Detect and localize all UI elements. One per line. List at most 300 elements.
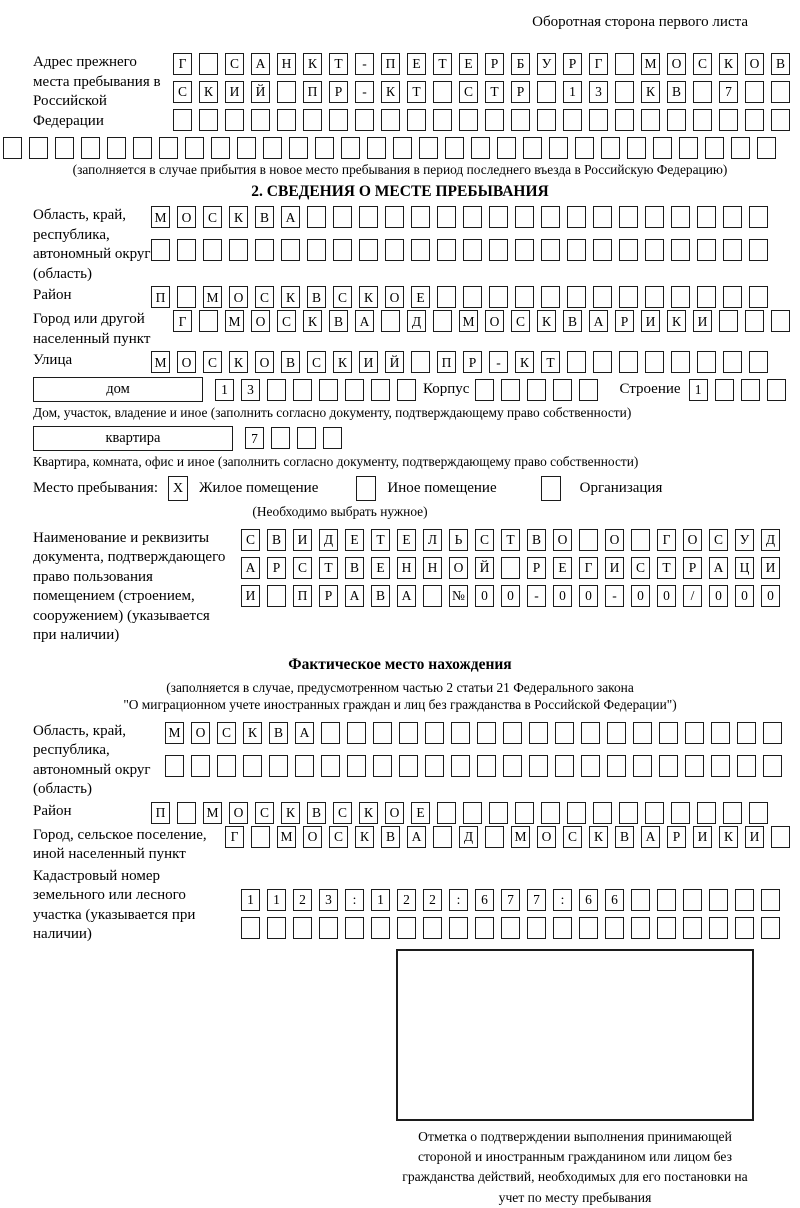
form-cell[interactable]: Р <box>563 53 582 75</box>
form-cell[interactable]: 2 <box>293 889 312 911</box>
form-cell[interactable]: К <box>229 206 248 228</box>
form-cell[interactable] <box>683 889 702 911</box>
form-cell[interactable]: С <box>241 529 260 551</box>
form-cell[interactable]: Т <box>485 81 504 103</box>
form-cell[interactable] <box>541 239 560 261</box>
form-cell[interactable]: К <box>515 351 534 373</box>
form-cell[interactable]: Г <box>173 310 192 332</box>
form-cell[interactable] <box>423 585 442 607</box>
form-cell[interactable]: С <box>173 81 192 103</box>
form-cell[interactable] <box>541 206 560 228</box>
form-cell[interactable]: И <box>241 585 260 607</box>
form-cell[interactable] <box>319 917 338 939</box>
form-cell[interactable]: 1 <box>563 81 582 103</box>
form-cell[interactable]: О <box>177 206 196 228</box>
form-cell[interactable] <box>411 239 430 261</box>
form-cell[interactable]: М <box>203 286 222 308</box>
form-cell[interactable] <box>159 137 178 159</box>
form-cell[interactable] <box>425 755 444 777</box>
form-cell[interactable]: А <box>281 206 300 228</box>
form-cell[interactable] <box>567 206 586 228</box>
form-cell[interactable]: А <box>589 310 608 332</box>
form-cell[interactable]: А <box>641 826 660 848</box>
form-cell[interactable]: Р <box>463 351 482 373</box>
form-cell[interactable]: 1 <box>689 379 708 401</box>
form-cell[interactable]: К <box>281 802 300 824</box>
form-cell[interactable]: 0 <box>631 585 650 607</box>
form-cell[interactable] <box>263 137 282 159</box>
form-cell[interactable] <box>489 206 508 228</box>
form-cell[interactable] <box>657 889 676 911</box>
form-cell[interactable] <box>771 81 790 103</box>
form-cell[interactable] <box>475 379 494 401</box>
form-cell[interactable] <box>107 137 126 159</box>
form-cell[interactable]: В <box>381 826 400 848</box>
form-cell[interactable] <box>341 137 360 159</box>
form-cell[interactable] <box>459 109 478 131</box>
form-cell[interactable] <box>177 802 196 824</box>
form-cell[interactable] <box>211 137 230 159</box>
form-cell[interactable]: П <box>303 81 322 103</box>
form-cell[interactable]: К <box>589 826 608 848</box>
form-cell[interactable] <box>347 755 366 777</box>
form-cell[interactable] <box>763 722 782 744</box>
form-cell[interactable] <box>685 755 704 777</box>
form-cell[interactable]: № <box>449 585 468 607</box>
form-cell[interactable]: Г <box>579 557 598 579</box>
form-cell[interactable]: В <box>281 351 300 373</box>
form-cell[interactable]: О <box>745 53 764 75</box>
form-cell[interactable]: 0 <box>501 585 520 607</box>
form-cell[interactable]: К <box>333 351 352 373</box>
form-cell[interactable] <box>723 286 742 308</box>
form-cell[interactable] <box>199 310 218 332</box>
form-cell[interactable] <box>541 802 560 824</box>
form-cell[interactable] <box>475 917 494 939</box>
form-cell[interactable] <box>371 379 390 401</box>
form-cell[interactable] <box>437 802 456 824</box>
form-cell[interactable] <box>671 802 690 824</box>
form-cell[interactable] <box>579 917 598 939</box>
form-cell[interactable] <box>749 351 768 373</box>
form-cell[interactable]: Й <box>251 81 270 103</box>
form-cell[interactable] <box>723 802 742 824</box>
form-cell[interactable]: Р <box>319 585 338 607</box>
form-cell[interactable] <box>737 722 756 744</box>
form-cell[interactable] <box>549 137 568 159</box>
form-cell[interactable]: - <box>355 81 374 103</box>
form-cell[interactable] <box>433 81 452 103</box>
form-cell[interactable]: Н <box>423 557 442 579</box>
form-cell[interactable]: И <box>745 826 764 848</box>
form-cell[interactable]: М <box>459 310 478 332</box>
form-cell[interactable]: 3 <box>241 379 260 401</box>
form-cell[interactable] <box>203 239 222 261</box>
form-cell[interactable] <box>347 722 366 744</box>
form-cell[interactable]: К <box>229 351 248 373</box>
form-cell[interactable] <box>267 379 286 401</box>
form-cell[interactable]: Е <box>411 286 430 308</box>
form-cell[interactable] <box>356 476 376 501</box>
form-cell[interactable]: К <box>719 826 738 848</box>
form-cell[interactable]: Р <box>511 81 530 103</box>
form-cell[interactable]: 1 <box>215 379 234 401</box>
form-cell[interactable]: Н <box>397 557 416 579</box>
form-cell[interactable] <box>437 286 456 308</box>
form-cell[interactable] <box>527 379 546 401</box>
form-cell[interactable]: Р <box>267 557 286 579</box>
form-cell[interactable] <box>601 137 620 159</box>
form-cell[interactable] <box>367 137 386 159</box>
form-cell[interactable]: О <box>385 802 404 824</box>
form-cell[interactable] <box>345 917 364 939</box>
form-cell[interactable]: С <box>277 310 296 332</box>
form-cell[interactable]: 3 <box>319 889 338 911</box>
form-cell[interactable]: 2 <box>397 889 416 911</box>
form-cell[interactable]: С <box>255 286 274 308</box>
form-cell[interactable] <box>631 889 650 911</box>
form-cell[interactable] <box>333 206 352 228</box>
form-cell[interactable] <box>411 206 430 228</box>
form-cell[interactable] <box>667 109 686 131</box>
form-cell[interactable] <box>251 826 270 848</box>
form-cell[interactable] <box>225 109 244 131</box>
form-cell[interactable]: С <box>459 81 478 103</box>
form-cell[interactable]: А <box>295 722 314 744</box>
form-cell[interactable] <box>671 206 690 228</box>
form-cell[interactable] <box>605 917 624 939</box>
form-cell[interactable] <box>515 239 534 261</box>
form-cell[interactable] <box>579 529 598 551</box>
form-cell[interactable] <box>397 379 416 401</box>
form-cell[interactable] <box>619 206 638 228</box>
form-cell[interactable]: - <box>605 585 624 607</box>
form-cell[interactable]: 6 <box>475 889 494 911</box>
form-cell[interactable] <box>425 722 444 744</box>
form-cell[interactable]: : <box>345 889 364 911</box>
form-cell[interactable] <box>633 755 652 777</box>
form-cell[interactable] <box>761 917 780 939</box>
form-cell[interactable]: К <box>281 286 300 308</box>
form-cell[interactable]: У <box>537 53 556 75</box>
form-cell[interactable] <box>359 206 378 228</box>
form-cell[interactable] <box>697 286 716 308</box>
form-cell[interactable] <box>537 109 556 131</box>
form-cell[interactable] <box>749 206 768 228</box>
form-cell[interactable] <box>555 722 574 744</box>
form-cell[interactable]: К <box>199 81 218 103</box>
form-cell[interactable]: А <box>709 557 728 579</box>
form-cell[interactable] <box>433 310 452 332</box>
form-cell[interactable] <box>281 239 300 261</box>
form-cell[interactable] <box>515 286 534 308</box>
form-cell[interactable] <box>237 137 256 159</box>
form-cell[interactable] <box>615 53 634 75</box>
form-cell[interactable] <box>735 917 754 939</box>
form-cell[interactable] <box>653 137 672 159</box>
form-cell[interactable] <box>463 239 482 261</box>
form-cell[interactable]: С <box>217 722 236 744</box>
form-cell[interactable] <box>749 239 768 261</box>
form-cell[interactable] <box>555 755 574 777</box>
form-cell[interactable] <box>745 310 764 332</box>
form-cell[interactable] <box>271 427 290 449</box>
form-cell[interactable]: И <box>693 310 712 332</box>
form-cell[interactable] <box>307 239 326 261</box>
form-cell[interactable]: М <box>511 826 530 848</box>
form-cell[interactable]: Т <box>657 557 676 579</box>
form-cell[interactable] <box>151 239 170 261</box>
form-cell[interactable] <box>671 286 690 308</box>
form-cell[interactable] <box>581 755 600 777</box>
form-cell[interactable]: Т <box>407 81 426 103</box>
form-cell[interactable] <box>497 137 516 159</box>
form-cell[interactable] <box>529 722 548 744</box>
form-cell[interactable] <box>579 379 598 401</box>
form-cell[interactable]: Д <box>761 529 780 551</box>
form-cell[interactable] <box>567 351 586 373</box>
form-cell[interactable]: С <box>307 351 326 373</box>
form-cell[interactable] <box>567 286 586 308</box>
form-cell[interactable]: Ц <box>735 557 754 579</box>
form-cell[interactable] <box>685 722 704 744</box>
form-cell[interactable] <box>657 917 676 939</box>
form-cell[interactable] <box>745 81 764 103</box>
form-cell[interactable] <box>693 81 712 103</box>
form-cell[interactable] <box>489 802 508 824</box>
form-cell[interactable]: В <box>667 81 686 103</box>
form-cell[interactable] <box>293 379 312 401</box>
form-cell[interactable]: Г <box>225 826 244 848</box>
form-cell[interactable]: А <box>397 585 416 607</box>
form-cell[interactable] <box>511 109 530 131</box>
form-cell[interactable] <box>709 889 728 911</box>
form-cell[interactable] <box>321 755 340 777</box>
form-cell[interactable] <box>631 917 650 939</box>
form-cell[interactable] <box>593 239 612 261</box>
form-cell[interactable]: 6 <box>605 889 624 911</box>
form-cell[interactable]: Е <box>407 53 426 75</box>
form-cell[interactable] <box>433 109 452 131</box>
form-cell[interactable]: Т <box>329 53 348 75</box>
form-cell[interactable]: С <box>333 286 352 308</box>
form-cell[interactable] <box>177 239 196 261</box>
form-cell[interactable]: П <box>437 351 456 373</box>
form-cell[interactable] <box>771 109 790 131</box>
form-cell[interactable]: М <box>165 722 184 744</box>
form-cell[interactable] <box>697 206 716 228</box>
form-cell[interactable] <box>771 310 790 332</box>
form-cell[interactable] <box>173 109 192 131</box>
form-cell[interactable] <box>277 81 296 103</box>
form-cell[interactable]: 0 <box>761 585 780 607</box>
form-cell[interactable] <box>381 109 400 131</box>
form-cell[interactable] <box>645 206 664 228</box>
form-cell[interactable]: Р <box>485 53 504 75</box>
form-cell[interactable]: М <box>225 310 244 332</box>
form-cell[interactable] <box>619 351 638 373</box>
form-cell[interactable]: О <box>683 529 702 551</box>
form-cell[interactable] <box>329 109 348 131</box>
form-cell[interactable]: 7 <box>501 889 520 911</box>
form-cell[interactable] <box>397 917 416 939</box>
form-cell[interactable]: Д <box>459 826 478 848</box>
form-cell[interactable]: С <box>563 826 582 848</box>
form-cell[interactable]: К <box>719 53 738 75</box>
form-cell[interactable]: Т <box>319 557 338 579</box>
form-cell[interactable]: Е <box>371 557 390 579</box>
form-cell[interactable] <box>641 109 660 131</box>
form-cell[interactable] <box>737 755 756 777</box>
form-cell[interactable] <box>709 917 728 939</box>
form-cell[interactable] <box>527 917 546 939</box>
form-cell[interactable] <box>723 239 742 261</box>
form-cell[interactable]: С <box>225 53 244 75</box>
form-cell[interactable]: Р <box>527 557 546 579</box>
form-cell[interactable] <box>345 379 364 401</box>
form-cell[interactable] <box>693 109 712 131</box>
form-cell[interactable]: С <box>203 206 222 228</box>
form-cell[interactable] <box>451 722 470 744</box>
form-cell[interactable]: О <box>553 529 572 551</box>
form-cell[interactable] <box>437 239 456 261</box>
form-cell[interactable]: Г <box>173 53 192 75</box>
form-cell[interactable]: И <box>693 826 712 848</box>
form-cell[interactable] <box>373 755 392 777</box>
form-cell[interactable] <box>537 81 556 103</box>
form-cell[interactable] <box>373 722 392 744</box>
form-cell[interactable] <box>319 379 338 401</box>
form-cell[interactable] <box>385 239 404 261</box>
form-cell[interactable] <box>449 917 468 939</box>
form-cell[interactable]: А <box>407 826 426 848</box>
form-cell[interactable] <box>303 109 322 131</box>
form-cell[interactable] <box>293 917 312 939</box>
form-cell[interactable]: П <box>151 802 170 824</box>
form-cell[interactable] <box>771 826 790 848</box>
form-cell[interactable] <box>735 889 754 911</box>
form-cell[interactable] <box>359 239 378 261</box>
form-cell[interactable] <box>711 755 730 777</box>
form-cell[interactable] <box>645 351 664 373</box>
form-cell[interactable] <box>477 722 496 744</box>
form-cell[interactable]: С <box>709 529 728 551</box>
form-cell[interactable]: В <box>527 529 546 551</box>
form-cell[interactable]: А <box>345 585 364 607</box>
form-cell[interactable]: К <box>381 81 400 103</box>
form-cell[interactable]: 3 <box>589 81 608 103</box>
form-cell[interactable] <box>423 917 442 939</box>
form-cell[interactable] <box>323 427 342 449</box>
form-cell[interactable] <box>489 286 508 308</box>
form-cell[interactable]: А <box>355 310 374 332</box>
form-cell[interactable] <box>515 206 534 228</box>
form-cell[interactable] <box>723 206 742 228</box>
form-cell[interactable]: Й <box>475 557 494 579</box>
form-cell[interactable]: И <box>761 557 780 579</box>
form-cell[interactable]: Д <box>407 310 426 332</box>
form-cell[interactable]: О <box>667 53 686 75</box>
form-cell[interactable]: 0 <box>579 585 598 607</box>
form-cell[interactable] <box>307 206 326 228</box>
form-cell[interactable] <box>217 755 236 777</box>
form-cell[interactable]: Н <box>277 53 296 75</box>
form-cell[interactable] <box>697 351 716 373</box>
form-cell[interactable]: О <box>485 310 504 332</box>
form-cell[interactable]: К <box>359 802 378 824</box>
form-cell[interactable] <box>757 137 776 159</box>
form-cell[interactable]: : <box>553 889 572 911</box>
form-cell[interactable] <box>563 109 582 131</box>
form-cell[interactable] <box>715 379 734 401</box>
form-cell[interactable]: 7 <box>719 81 738 103</box>
form-cell[interactable]: В <box>267 529 286 551</box>
form-cell[interactable]: П <box>381 53 400 75</box>
form-cell[interactable]: 1 <box>267 889 286 911</box>
form-cell[interactable] <box>683 917 702 939</box>
form-cell[interactable]: В <box>307 802 326 824</box>
form-cell[interactable]: К <box>303 310 322 332</box>
form-cell[interactable]: В <box>345 557 364 579</box>
form-cell[interactable]: Т <box>371 529 390 551</box>
form-cell[interactable]: О <box>255 351 274 373</box>
form-cell[interactable] <box>553 379 572 401</box>
form-cell[interactable]: - <box>527 585 546 607</box>
form-cell[interactable] <box>619 239 638 261</box>
form-cell[interactable]: М <box>277 826 296 848</box>
form-cell[interactable]: О <box>229 802 248 824</box>
form-cell[interactable] <box>731 137 750 159</box>
form-cell[interactable]: 0 <box>475 585 494 607</box>
form-cell[interactable] <box>529 755 548 777</box>
form-cell[interactable] <box>471 137 490 159</box>
form-cell[interactable] <box>697 239 716 261</box>
form-cell[interactable]: В <box>307 286 326 308</box>
form-cell[interactable] <box>289 137 308 159</box>
form-cell[interactable] <box>761 889 780 911</box>
form-cell[interactable] <box>589 109 608 131</box>
form-cell[interactable] <box>399 722 418 744</box>
form-cell[interactable] <box>199 109 218 131</box>
form-cell[interactable]: - <box>355 53 374 75</box>
form-cell[interactable]: Р <box>683 557 702 579</box>
form-cell[interactable] <box>419 137 438 159</box>
form-cell[interactable]: К <box>641 81 660 103</box>
form-cell[interactable] <box>503 722 522 744</box>
form-cell[interactable]: М <box>203 802 222 824</box>
form-cell[interactable]: Е <box>459 53 478 75</box>
form-cell[interactable]: Е <box>345 529 364 551</box>
form-cell[interactable]: П <box>293 585 312 607</box>
form-cell[interactable]: 1 <box>371 889 390 911</box>
form-cell[interactable] <box>593 351 612 373</box>
form-cell[interactable] <box>463 802 482 824</box>
form-cell[interactable]: В <box>563 310 582 332</box>
form-cell[interactable]: И <box>293 529 312 551</box>
form-cell[interactable]: Р <box>615 310 634 332</box>
form-cell[interactable] <box>633 722 652 744</box>
form-cell[interactable] <box>619 286 638 308</box>
form-cell[interactable] <box>433 826 452 848</box>
form-cell[interactable] <box>723 351 742 373</box>
form-cell[interactable]: К <box>667 310 686 332</box>
form-cell[interactable] <box>501 379 520 401</box>
form-cell[interactable]: У <box>735 529 754 551</box>
form-cell[interactable]: Ь <box>449 529 468 551</box>
form-cell[interactable] <box>745 109 764 131</box>
form-cell[interactable] <box>593 206 612 228</box>
form-cell[interactable]: Т <box>541 351 560 373</box>
